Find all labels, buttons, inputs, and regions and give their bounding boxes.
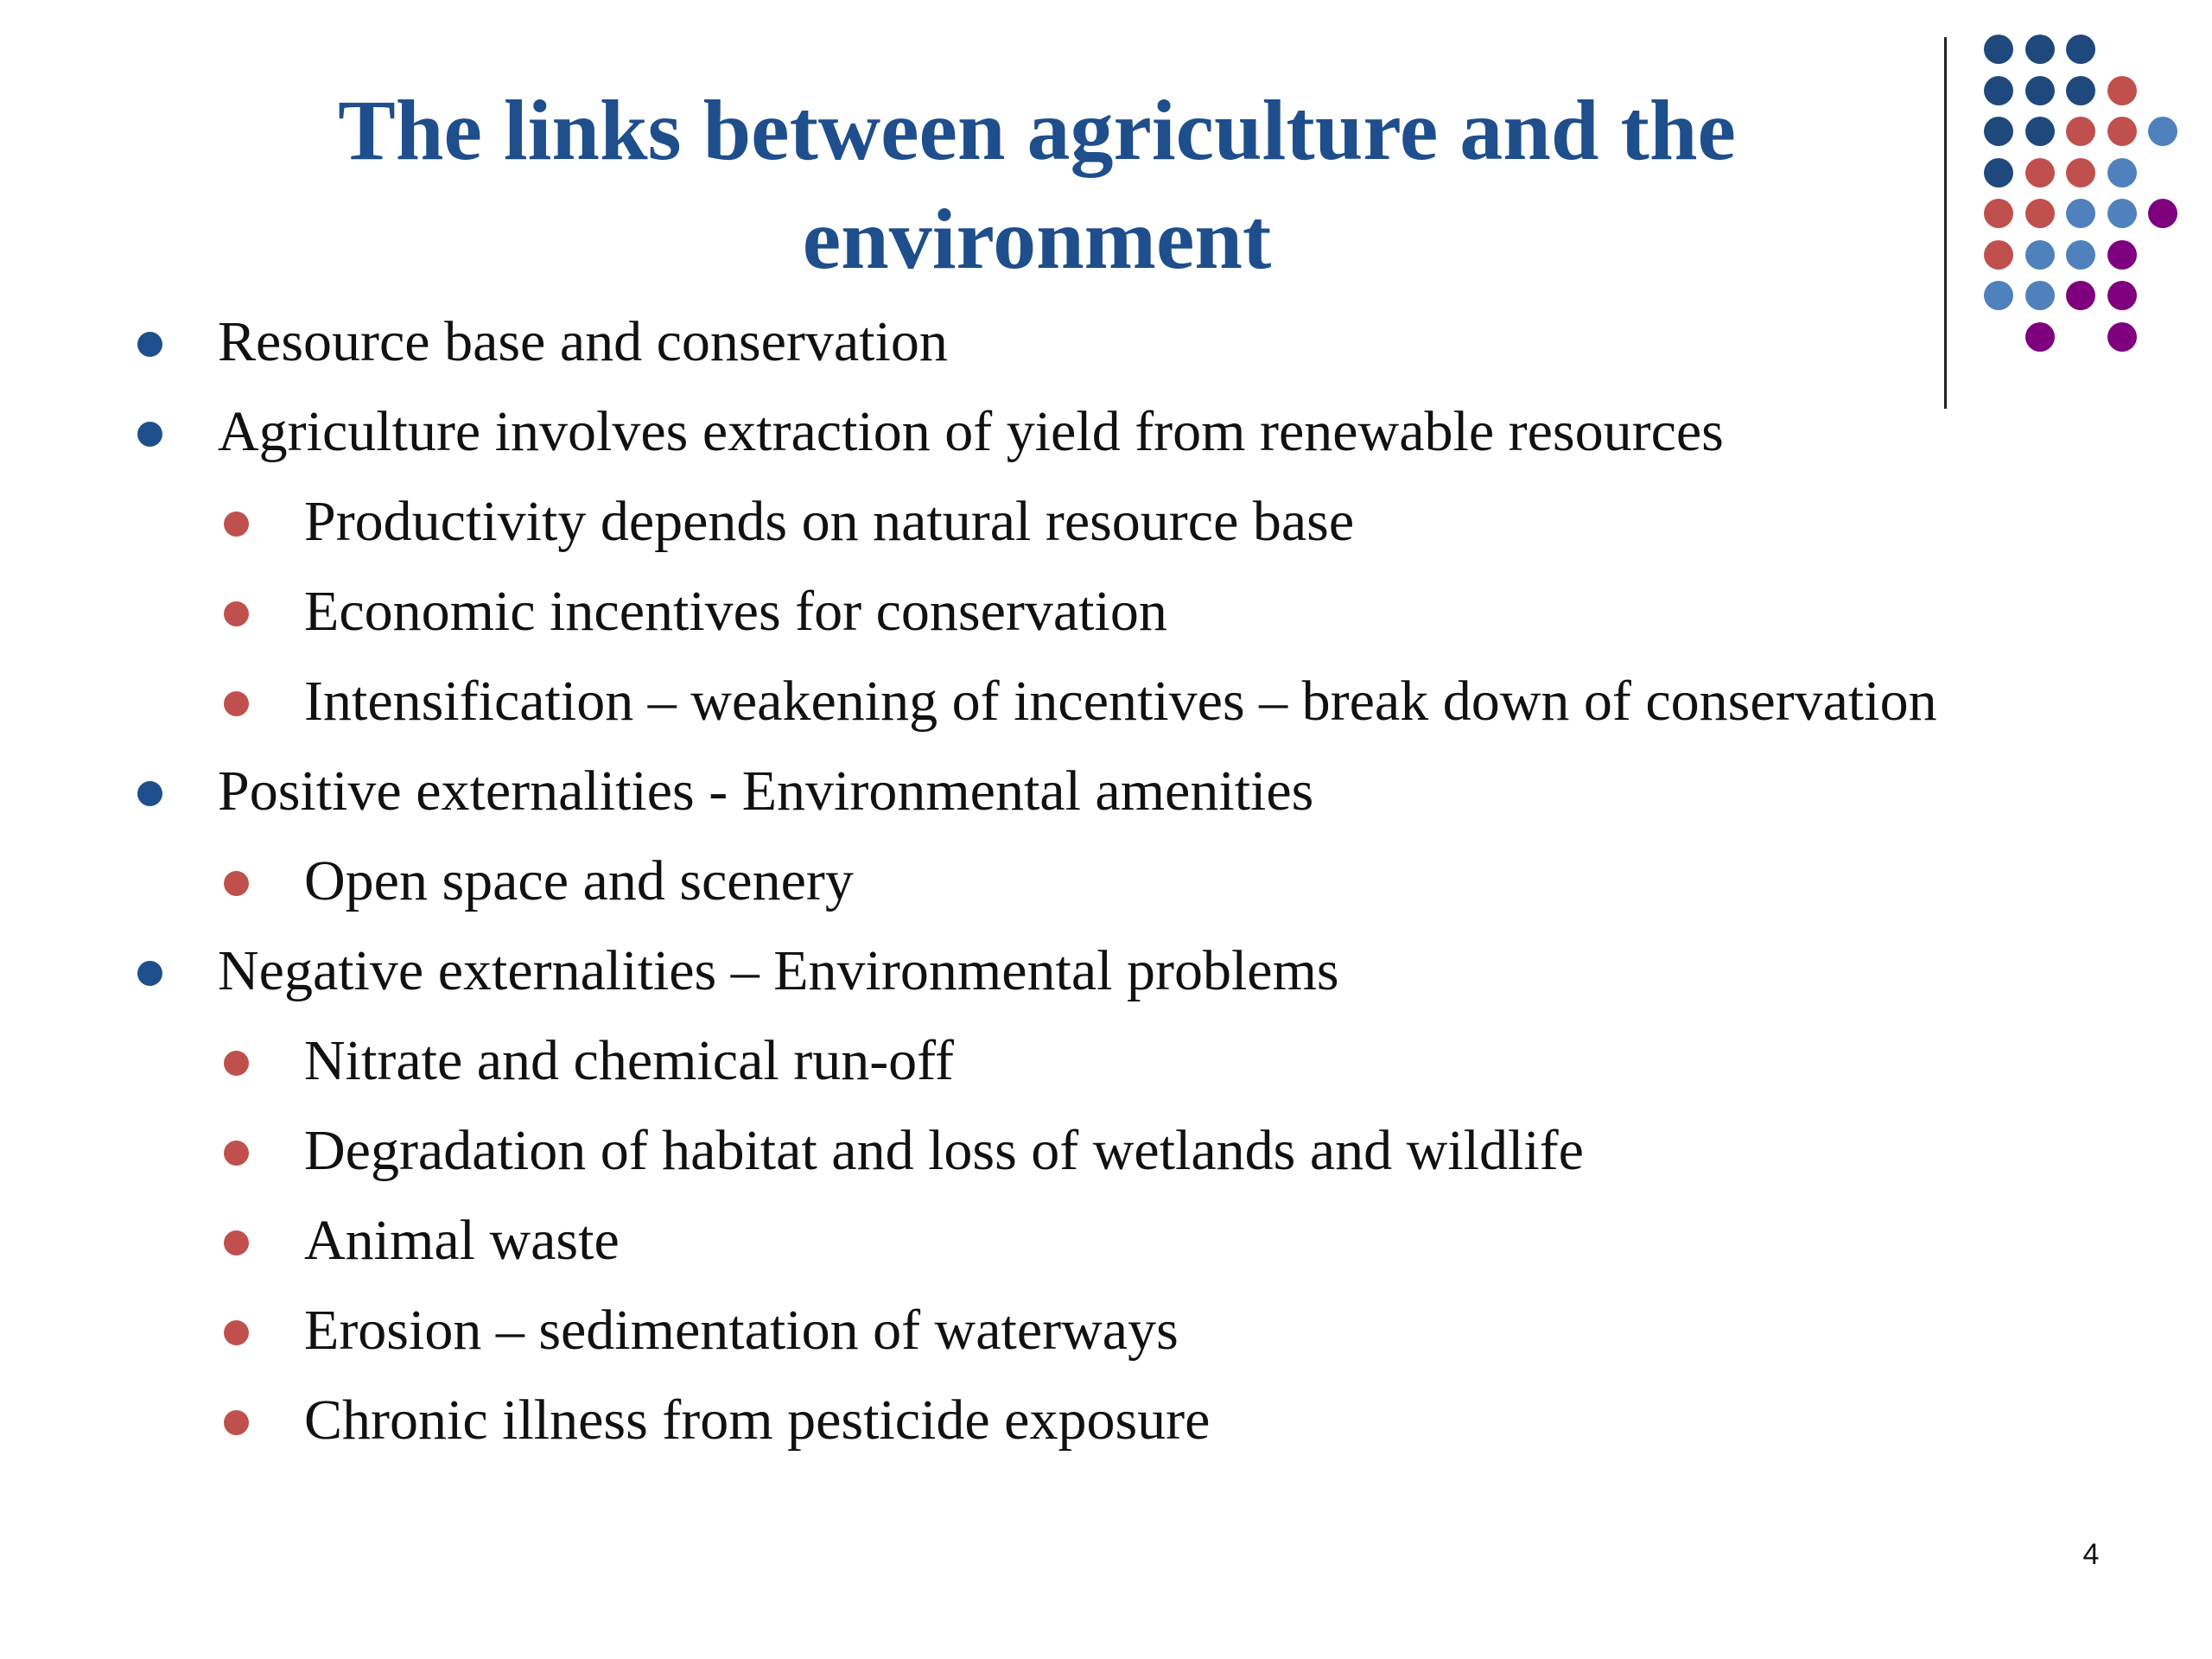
sub-bullet-item [304, 1296, 1179, 1365]
sub-bullet-text: Chronic illness from pesticide exposure [304, 1389, 1211, 1452]
sub-bullet-dot-icon [224, 871, 249, 896]
bullet-text: Resource base and conservation [218, 310, 948, 373]
sub-bullet-text: Open space and scenery [304, 849, 854, 912]
sub-bullet-text: Productivity depends on natural resource base [304, 490, 1355, 553]
sub-bullet-dot-icon [224, 512, 249, 537]
sub-bullet-dot-icon [224, 1051, 249, 1076]
bullet-text: Negative externalities – Environmental problems [218, 939, 1339, 1002]
bullet-text: Agriculture involves extraction of yield from renewable resources [218, 400, 1724, 463]
sub-bullet-item [304, 577, 1167, 646]
sub-bullet-item [304, 667, 1937, 736]
slide-title-line-2: environment [802, 191, 1272, 287]
sub-bullet-text: Animal waste [304, 1209, 620, 1272]
sub-bullet-text: Intensification – weakening of incentives – break down of conservation [304, 670, 1937, 733]
sub-bullet-dot-icon [224, 1141, 249, 1166]
sub-bullet-item [304, 1386, 1210, 1455]
sub-bullet-item [304, 1116, 1584, 1185]
bullet-dot-icon [137, 332, 162, 357]
sub-bullet-dot-icon [224, 1410, 249, 1435]
sub-bullet-text: Degradation of habitat and loss of wetlands and wildlife [304, 1119, 1584, 1182]
bullet-item [218, 937, 1339, 1006]
slide-title-line-1: The links between agriculture and the [338, 82, 1736, 178]
sub-bullet-item [304, 847, 854, 916]
sub-bullet-text: Erosion – sedimentation of waterways [304, 1299, 1179, 1362]
sub-bullet-item [304, 1027, 954, 1096]
bullet-dot-icon [137, 961, 162, 986]
sub-bullet-dot-icon [224, 691, 249, 716]
bullet-dot-icon [137, 422, 162, 447]
sub-bullet-dot-icon [224, 1230, 249, 1255]
sub-bullet-item [304, 487, 1354, 556]
sub-bullet-dot-icon [224, 1320, 249, 1345]
bullet-item [218, 757, 1313, 826]
bullet-item [218, 308, 948, 377]
bullet-item [218, 397, 1724, 467]
sub-bullet-item [304, 1206, 620, 1275]
sub-bullet-dot-icon [224, 601, 249, 626]
bullet-text: Positive externalities - Environmental amenities [218, 760, 1314, 823]
bullet-dot-icon [137, 781, 162, 806]
page-number: 4 [2082, 1538, 2100, 1571]
sub-bullet-text: Nitrate and chemical run-off [304, 1029, 954, 1092]
sub-bullet-text: Economic incentives for conservation [304, 580, 1167, 643]
